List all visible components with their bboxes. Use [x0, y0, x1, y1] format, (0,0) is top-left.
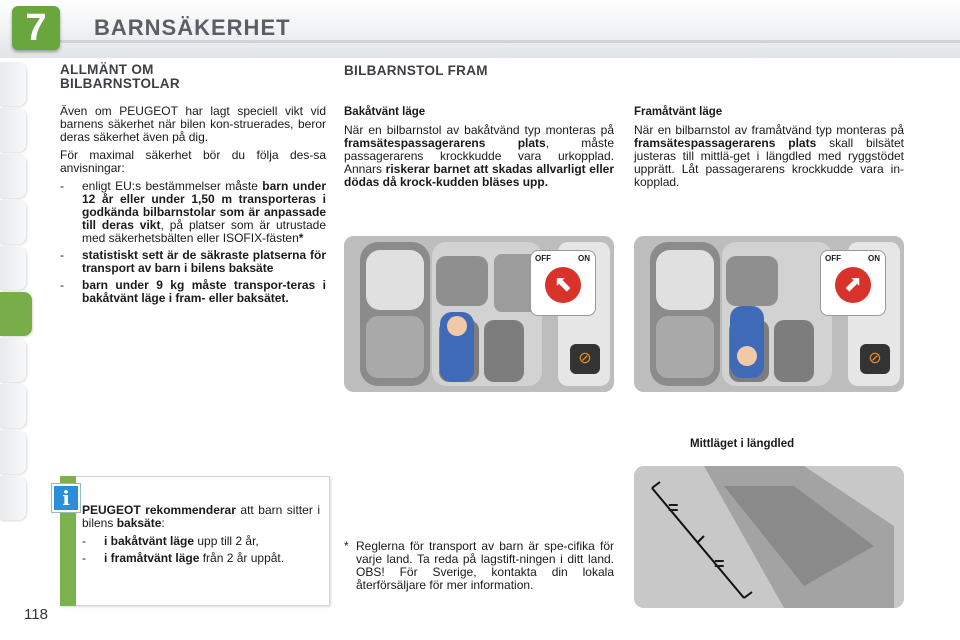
airbag-off-warning-icon: ⊘	[570, 344, 600, 374]
text-run-bold: riskerar barnet att skadas allvarligt eller dödas då krock-kudden bläses upp.	[344, 162, 614, 189]
text-run: från 2 år uppåt.	[199, 551, 285, 565]
chapter-tab[interactable]	[0, 108, 26, 152]
text-run: enligt EU:s bestämmelser måste	[82, 179, 263, 193]
text-run-bold: i bakåtvänt läge	[104, 534, 195, 548]
heading-line: BILBARNSTOLAR	[60, 76, 180, 91]
chapter-number-badge: 7	[12, 6, 60, 50]
seat-rail-diagram	[634, 466, 904, 608]
list-item-text: barn under 9 kg måste transpor-teras i bakåtvänt läge i fram- eller baksätet.	[82, 278, 326, 305]
chapter-tab[interactable]	[0, 384, 26, 428]
text-run: att barn sitter i bilens	[82, 503, 320, 530]
seat-position-caption: Mittläget i längdled	[690, 438, 795, 450]
footnote-row	[344, 540, 614, 592]
text-run: skall bilsätet justeras till mittlä-get i längdled med ryggstödet upprätt. Låt passagerarens krockkudde vara in-kopplad.	[634, 136, 904, 189]
section-heading-front-seat: BILBARNSTOL FRAM	[344, 63, 488, 78]
info-paragraph	[82, 504, 320, 530]
list-item-text	[82, 180, 326, 245]
chapter-tab[interactable]	[0, 62, 26, 106]
text-run: , måste passagerarens krockkudde vara urkopplad. Annars	[344, 136, 614, 176]
list-item-text: statistiskt sett är de säkraste platserna för transport av barn i bilens baksäte	[82, 248, 326, 275]
forward-facing-column	[634, 106, 904, 194]
text-run: , på platser som är utrustade med säkerhetsbälten eller ISOFIX-fästen	[82, 218, 326, 245]
chapter-tab[interactable]	[0, 200, 26, 244]
chapter-tab[interactable]	[0, 476, 26, 520]
rear-facing-seat-illustration	[344, 236, 614, 392]
info-icon: i	[52, 484, 80, 512]
list-item	[60, 249, 326, 275]
subheading-rear-facing: Bakåtvänt läge	[344, 106, 426, 118]
footnote-text: Reglerna för transport av barn är spe-cifika för varje land. Ta reda på lagstift-ningen i ditt land. OBS! För Sverige, kontakta din lokala återförsäljare för mer information.	[356, 539, 614, 592]
airbag-on-label: ON	[868, 254, 880, 263]
text-run-bold: framsätespassagerarens plats	[634, 136, 817, 150]
rear-facing-column	[344, 106, 614, 194]
chapter-tab[interactable]	[0, 246, 26, 290]
equal-sign-icon: =	[668, 498, 679, 518]
footnote-marker: *	[298, 231, 304, 245]
list-item-text	[104, 535, 320, 548]
footnote-marker: *	[344, 539, 349, 553]
child-seat	[730, 306, 764, 378]
text-run-bold: framsätespassagerarens plats	[344, 136, 546, 150]
text-run: När en bilbarnstol av framåtvänd typ monteras på	[634, 123, 904, 137]
info-box-text	[82, 504, 320, 569]
heading-line: ALLMÄNT OM	[60, 62, 154, 77]
section-heading-general	[60, 63, 180, 91]
text-run-bold: PEUGEOT rekommenderar	[82, 503, 236, 517]
text-run-bold: baksäte	[116, 516, 162, 530]
seat-midposition-illustration	[634, 466, 904, 608]
list-item	[82, 535, 320, 548]
chapter-tab-active[interactable]	[0, 292, 32, 336]
text-run-bold: barn under 12 år eller under 1,50 m transporteras i godkända bilbarnstolar som är anpassade till deras vikt	[82, 179, 327, 232]
footnote	[344, 540, 614, 592]
list-item	[60, 279, 326, 305]
list-item-text	[104, 552, 320, 565]
subheading-forward-facing: Framåtvänt läge	[634, 106, 723, 118]
text-run-bold: i framåtvänt läge	[104, 551, 200, 565]
chapter-tab[interactable]	[0, 154, 26, 198]
list-dash: -	[60, 179, 64, 193]
chapter-tabs	[0, 62, 32, 522]
airbag-off-label: OFF	[535, 254, 551, 263]
text-run: :	[161, 516, 165, 530]
chapter-tab[interactable]	[0, 338, 26, 382]
airbag-on-label: ON	[578, 254, 590, 263]
airbag-switch-on-icon: ⬈	[835, 267, 871, 303]
paragraph: Även om PEUGEOT har lagt speciell vikt vid barnens säkerhet när bilen kon-struerades, beror deras säkerhet även på dig.	[60, 104, 326, 144]
list-item	[60, 180, 326, 245]
chapter-title: BARNSÄKERHET	[94, 15, 291, 40]
chapter-tab[interactable]	[0, 430, 26, 474]
list-item	[82, 552, 320, 565]
list-dash: -	[60, 248, 64, 262]
paragraph	[344, 124, 614, 189]
list-dash: -	[60, 278, 64, 292]
airbag-switch-off-icon: ⬉	[545, 267, 581, 303]
page-number: 118	[24, 606, 48, 623]
paragraph	[634, 124, 904, 189]
airbag-switch-panel	[820, 250, 886, 316]
equal-sign-icon: =	[714, 554, 725, 574]
list-dash: -	[82, 551, 86, 565]
general-text-column	[60, 105, 326, 309]
paragraph: För maximal säkerhet bör du följa des-sa anvisningar:	[60, 148, 326, 175]
airbag-off-label: OFF	[825, 254, 841, 263]
text-run: När en bilbarnstol av bakåtvänd typ monteras på	[344, 123, 614, 137]
airbag-switch-panel	[530, 250, 596, 316]
forward-facing-seat-illustration	[634, 236, 904, 392]
airbag-warning-icon: ⊘	[860, 344, 890, 374]
text-run: upp till 2 år,	[194, 534, 259, 548]
list-dash: -	[82, 534, 86, 548]
